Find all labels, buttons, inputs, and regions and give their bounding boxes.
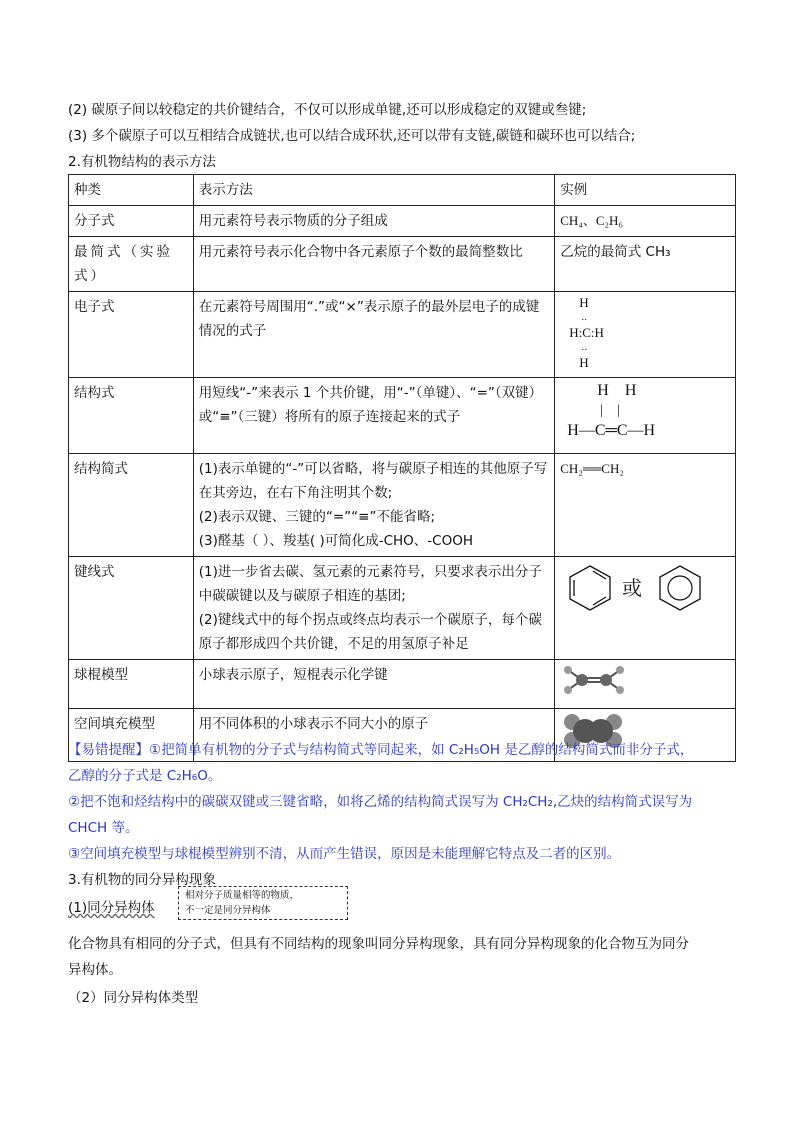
definition-line: 化合物具有相同的分子式，但具有不同结构的现象叫同分异构现象，具有同分异构现象的化合物互为同分 xyxy=(68,936,689,952)
tip-line: ③空间填充模型与球棍模型辨别不清，从而产生错误，原因是未能理解它特点及二者的区别。 xyxy=(68,846,621,862)
kind-cell: 球棍模型 xyxy=(69,660,194,709)
method-cell xyxy=(193,454,555,557)
table-row xyxy=(69,237,736,292)
kind-cell: 最简式（实验式） xyxy=(69,237,194,292)
method-line: (3)醛基（ ）、羧基( )可简化成-CHO、-COOH xyxy=(198,533,473,549)
skeletal-formula xyxy=(555,557,736,660)
sf-bonds: | | xyxy=(600,403,620,418)
ef-line: H:C:H xyxy=(569,325,604,340)
benzene-drawings xyxy=(560,560,720,616)
method-line: (2)表示双键、三键的“=”“≡”不能省略; xyxy=(198,509,436,525)
annotation-note xyxy=(178,886,348,920)
method-line: (2)键线式中的每个拐点或终点均表示一个碳原子，每个碳原子都形成四个共价键，不足的用氢原子补足 xyxy=(198,612,542,652)
header-example: 实例 xyxy=(555,175,736,206)
kind-cell: 结构简式 xyxy=(69,454,194,557)
intro-p3: (3) 多个碳原子可以互相结合成链状,也可以结合成环状,还可以带有支链,碳链和碳环也可以结合; xyxy=(68,128,636,144)
example-cell: CH₄、C₂H₆ xyxy=(555,206,736,237)
method-cell: 在元素符号周围用“.”或“×”表示原子的最外层电子的成键情况的式子 xyxy=(193,292,555,378)
definition-line: 异构体。 xyxy=(68,962,122,978)
benzene-kekule-icon xyxy=(570,566,610,610)
header-method: 表示方法 xyxy=(193,175,555,206)
subheading-types: （2）同分异构体类型 xyxy=(68,990,199,1006)
example-cell: 乙烷的最简式 CH₃ xyxy=(555,237,736,292)
method-line: (1)进一步省去碳、氢元素的元素符号，只要求表示出分子中碳碳键以及与碳原子相连的基团; xyxy=(198,564,542,604)
section2-heading: 2.有机物结构的表示方法 xyxy=(68,154,216,170)
table-row xyxy=(69,378,736,454)
note-line: 相对分子质量相等的物质， xyxy=(185,890,300,901)
structure-table xyxy=(68,174,736,762)
kind-cell: 分子式 xyxy=(69,206,194,237)
ef-line: H xyxy=(579,355,589,370)
method-cell: 小球表示原子，短棍表示化学键 xyxy=(193,660,555,709)
tip-line: 【易错提醒】①把简单有机物的分子式与结构简式等同起来，如 C₂H₅OH 是乙醇的结构简式而非分子式， xyxy=(68,742,694,758)
tip-line: 乙醇的分子式是 C₂H₆O。 xyxy=(68,768,222,784)
note-line: 不一定是同分异构体 xyxy=(185,905,271,916)
kind-cell: 键线式 xyxy=(69,557,194,660)
section3-heading: 3.有机物的同分异构现象 xyxy=(68,872,216,888)
table-row xyxy=(69,454,736,557)
table-header-row xyxy=(69,175,736,206)
subheading-isomer: (1)同分异构体 xyxy=(68,900,155,916)
ef-line: H xyxy=(579,295,589,310)
method-line: (1)表示单键的“-”可以省略，将与碳原子相连的其他原子写在其旁边，在右下角注明其个数; xyxy=(198,461,548,501)
sf-bottom: H—C═C—H xyxy=(567,422,656,439)
method-cell: 用元素符号表示物质的分子组成 xyxy=(193,206,555,237)
tip-line: CHCH 等。 xyxy=(68,820,139,836)
structural-formula xyxy=(555,378,736,454)
sf-top: H H xyxy=(597,382,637,399)
table-row xyxy=(69,206,736,237)
table-row xyxy=(69,292,736,378)
example-cell: CH₂══CH₂ xyxy=(555,454,736,557)
table-row xyxy=(69,557,736,660)
ef-line: ‥ xyxy=(581,312,588,322)
header-kind: 种类 xyxy=(69,175,194,206)
method-cell: 用不同体积的小球表示不同大小的原子 xyxy=(193,709,555,762)
ball-stick-icon xyxy=(560,663,630,697)
electron-formula xyxy=(555,292,736,378)
benzene-circle-icon xyxy=(660,566,700,610)
or-word: 或 xyxy=(622,576,643,600)
method-cell: 用短线“-”来表示 1 个共价键，用“-”（单键）、“=”（双键）或“≡”（三键）将所有的原子连接起来的式子 xyxy=(193,378,555,454)
method-cell: 用元素符号表示化合物中各元素原子个数的最简整数比 xyxy=(193,237,555,292)
ball-stick-model xyxy=(555,660,736,709)
table-row xyxy=(69,660,736,709)
ef-line: ‥ xyxy=(581,342,588,352)
method-cell xyxy=(193,557,555,660)
tip-line: ②把不饱和烃结构中的碳碳双键或三键省略，如将乙烯的结构简式误写为 CH₂CH₂,乙炔的结构简式误写为 xyxy=(68,794,693,810)
kind-cell: 空间填充模型 xyxy=(69,709,194,762)
kind-cell: 电子式 xyxy=(69,292,194,378)
kind-cell: 结构式 xyxy=(69,378,194,454)
intro-p2: (2) 碳原子间以较稳定的共价键结合，不仅可以形成单键,还可以形成稳定的双键或叁键; xyxy=(68,102,587,118)
